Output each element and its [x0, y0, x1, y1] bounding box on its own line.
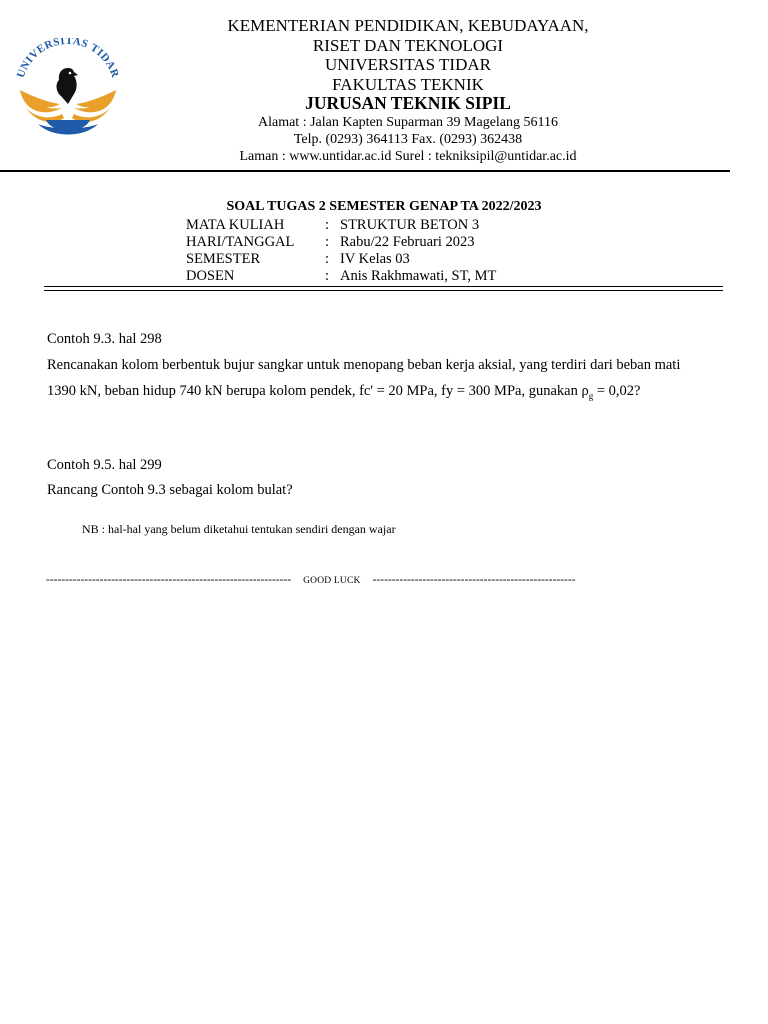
- rho-symbol: ρ: [581, 383, 589, 399]
- info-colon: :: [325, 251, 330, 267]
- university-logo: [12, 38, 124, 144]
- assignment-info: [186, 217, 496, 285]
- problem-2-line-1: Rancang Contoh 9.3 sebagai kolom bulat?: [47, 482, 293, 498]
- info-value: Anis Rakhmawati, ST, MT: [340, 268, 497, 284]
- problem-1-line-2: [47, 383, 640, 401]
- letterhead-divider: [0, 170, 730, 172]
- info-row-course: [186, 217, 496, 234]
- address-line: Alamat : Jalan Kapten Suparman 39 Magelang 56116: [257, 114, 558, 130]
- info-colon: :: [325, 234, 330, 250]
- phone-line: Telp. (0293) 364113 Fax. (0293) 362438: [293, 131, 523, 147]
- info-row-date: [186, 234, 496, 251]
- faculty-name: FAKULTAS TEKNIK: [332, 74, 484, 94]
- info-label: SEMESTER: [186, 251, 261, 267]
- dashes-left: ----------------------------------------------------------------: [46, 574, 292, 586]
- problem-1-ratio: = 0,02?: [593, 383, 641, 399]
- web-line: Laman : www.untidar.ac.id Surel : tekniksipil@untidar.ac.id: [239, 148, 577, 164]
- info-row-semester: [186, 251, 496, 268]
- good-luck-footer: [46, 574, 576, 586]
- problem-1-text: 1390 kN, beban hidup 740 kN berupa kolom pendek, fc' = 20 MPa, fy = 300 MPa, gunakan: [47, 383, 582, 399]
- note-text: NB : hal-hal yang belum diketahui tentukan sendiri dengan wajar: [82, 522, 396, 536]
- problem-2-heading: Contoh 9.5. hal 299: [47, 457, 162, 473]
- info-value: Rabu/22 Februari 2023: [340, 234, 475, 250]
- dashes-right: -----------------------------------------------------: [372, 574, 576, 586]
- problem-1-heading: Contoh 9.3. hal 298: [47, 331, 162, 347]
- ministry-line-1: KEMENTERIAN PENDIDIKAN, KEBUDAYAAN,: [227, 16, 589, 35]
- letterhead: [160, 16, 656, 165]
- info-value: IV Kelas 03: [340, 251, 410, 267]
- logo-emblem: [12, 38, 124, 144]
- info-colon: :: [325, 268, 330, 284]
- good-luck-label: GOOD LUCK: [303, 576, 361, 586]
- ministry-line-2: RISET DAN TEKNOLOGI: [312, 35, 504, 55]
- info-label: HARI/TANGGAL: [186, 234, 295, 250]
- header-double-rule: [44, 286, 723, 291]
- info-label: MATA KULIAH: [186, 217, 285, 233]
- info-row-lecturer: [186, 268, 496, 285]
- department-name: JURUSAN TEKNIK SIPIL: [305, 93, 511, 113]
- info-colon: :: [325, 217, 330, 233]
- svg-text:UNIVERSITAS TIDAR: UNIVERSITAS TIDAR: [14, 38, 122, 80]
- info-label: DOSEN: [186, 268, 235, 284]
- university-name: UNIVERSITAS TIDAR: [325, 55, 491, 74]
- info-value: STRUKTUR BETON 3: [340, 217, 480, 233]
- assignment-title: SOAL TUGAS 2 SEMESTER GENAP TA 2022/2023: [226, 199, 542, 214]
- rho-subscript: g: [588, 390, 594, 401]
- problem-1-line-1: Rencanakan kolom berbentuk bujur sangkar untuk menopang beban kerja aksial, yang terdiri dari beban mati: [47, 357, 681, 373]
